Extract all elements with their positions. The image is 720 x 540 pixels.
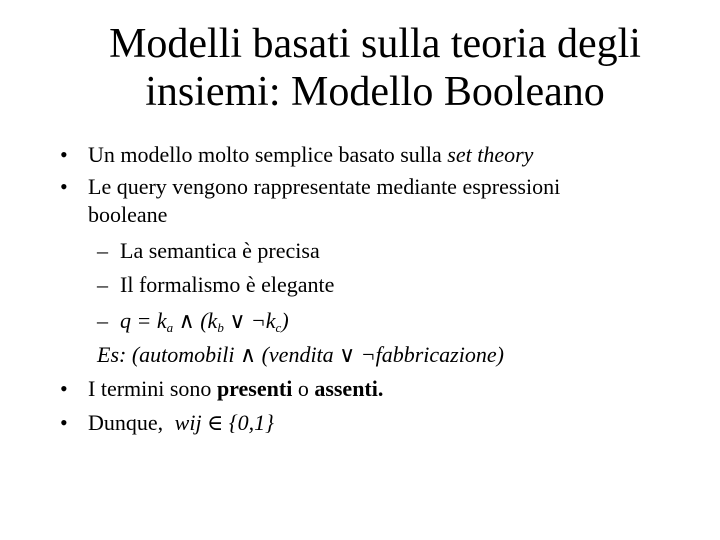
- formula-sub-c: c: [275, 320, 282, 335]
- bullet-4: [88, 410, 274, 436]
- bullet-1-text: Un modello molto semplice basato sulla: [88, 142, 448, 167]
- bullet-3-bold-1: presenti: [216, 376, 293, 401]
- slide-title: [60, 20, 690, 116]
- formula-sub-a: a: [166, 320, 174, 335]
- title-line-2: insiemi: Modello Booleano: [145, 69, 605, 115]
- dash-marker: –: [97, 272, 108, 297]
- bullet-3: [88, 376, 383, 402]
- dash-marker: –: [97, 238, 108, 263]
- dash-marker: –: [97, 308, 108, 333]
- bullet-3-mid: o: [292, 376, 315, 401]
- bullet-1-italic: set theory: [447, 142, 534, 167]
- bullet-2-line-2: booleane: [88, 202, 168, 227]
- sub-bullet-1: La semantica è precisa: [120, 238, 320, 263]
- bullet-3-bold-2: assenti.: [314, 376, 384, 401]
- bullet-marker: •: [60, 410, 68, 435]
- formula-or-not: ∨ ¬k: [223, 308, 276, 333]
- formula-and: ∧ (k: [173, 308, 218, 333]
- bullet-marker: •: [60, 142, 68, 167]
- sub-bullet-3-formula: [120, 308, 289, 334]
- title-line-1: Modelli basati sulla teoria degli: [109, 21, 641, 67]
- bullet-1: [88, 142, 533, 168]
- formula-q: q = k: [120, 308, 167, 333]
- bullet-2-line-1: Le query vengono rappresentate mediante espressioni: [88, 174, 561, 199]
- bullet-4-italic: wij ∈ {0,1}: [174, 410, 274, 435]
- formula-sub-b: b: [217, 320, 224, 335]
- bullet-marker: •: [60, 376, 68, 401]
- bullet-marker: •: [60, 174, 68, 199]
- example-line: Es: (automobili ∧ (vendita ∨ ¬fabbricazione): [97, 342, 504, 367]
- bullet-4-text: Dunque,: [88, 410, 169, 435]
- sub-bullet-2: Il formalismo è elegante: [120, 272, 335, 297]
- bullet-3-text: I termini sono: [88, 376, 217, 401]
- formula-close: ): [281, 308, 289, 333]
